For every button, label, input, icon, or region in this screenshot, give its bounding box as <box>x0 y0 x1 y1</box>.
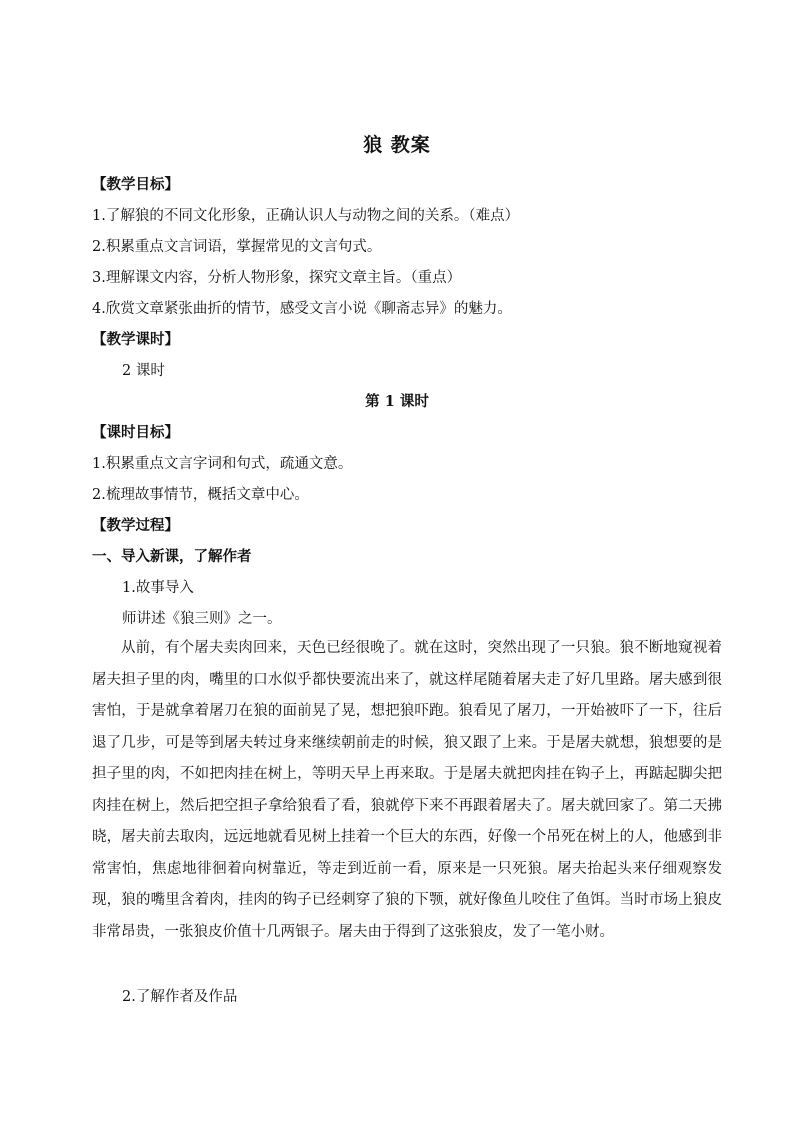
objective-item: 2.积累重点文言词语，掌握常见的文言句式。 <box>92 239 382 255</box>
lesson-objectives-heading: 【课时目标】 <box>92 424 179 441</box>
lesson-objective-item: 2.梳理故事情节，概括文章中心。 <box>92 487 309 503</box>
story-paragraph: 从前，有个屠夫卖肉回来，天色已经很晚了。就在这时，突然出现了一只狼。狼不断地窥视着屠夫担子里的肉，嘴里的口水似乎都快要流出来了，就这样尾随着屠夫走了好几里路。屠夫感到很害怕，于是就拿着屠刀在狼的面前晃了晃，想把狼吓跑。狼看见了屠刀，一开始被吓了一下，往后退了几步，可是等到屠夫转过身来继续朝前走的时候，狼又跟了上来。于是屠夫就想，狼想要的是担子里的肉，不如把肉挂在树上，等明天早上再来取。于是屠夫就把肉挂在钩子上，再踮起脚尖把肉挂在树上，然后把空担子拿给狼看了看，狼就停下来不再跟着屠夫了。屠夫就回家了。第二天拂晓，屠夫前去取肉，远远地就看见树上挂着一个巨大的东西，好像一个吊死在树上的人，他感到非常害怕，焦虑地徘徊着向树靠近，等走到近前一看，原来是一只死狼。屠夫抬起头来仔细观察发现，狼的嘴里含着肉，挂肉的钩子已经刺穿了狼的下颚，就好像鱼儿咬住了鱼饵。当时市场上狼皮非常昂贵，一张狼皮价值十几两银子。屠夫由于得到了这张狼皮，发了一笔小财。 <box>92 640 722 940</box>
process-heading: 【教学过程】 <box>92 517 179 534</box>
lesson-objective-item: 1.积累重点文言字词和句式，疏通文意。 <box>92 456 353 472</box>
objectives-heading: 【教学目标】 <box>92 176 179 193</box>
step1-heading: 一、导入新课，了解作者 <box>92 548 252 565</box>
step1-intro: 师讲述《狼三则》之一。 <box>122 611 282 627</box>
objective-item: 1.了解狼的不同文化形象，正确认识人与动物之间的关系。（难点） <box>92 208 520 224</box>
step1-sub2: 2.了解作者及作品 <box>122 989 238 1005</box>
lesson-title: 第 1 课时 <box>365 393 429 410</box>
page-title: 狼 教案 <box>363 134 431 156</box>
objective-item: 3.理解课文内容，分析人物形象，探究文章主旨。（重点） <box>92 270 462 286</box>
hours-heading: 【教学课时】 <box>92 331 179 348</box>
hours-value: 2 课时 <box>122 363 165 379</box>
step1-sub1: 1.故事导入 <box>122 580 194 596</box>
objective-item: 4.欣赏文章紧张曲折的情节，感受文言小说《聊斋志异》的魅力。 <box>92 301 512 317</box>
